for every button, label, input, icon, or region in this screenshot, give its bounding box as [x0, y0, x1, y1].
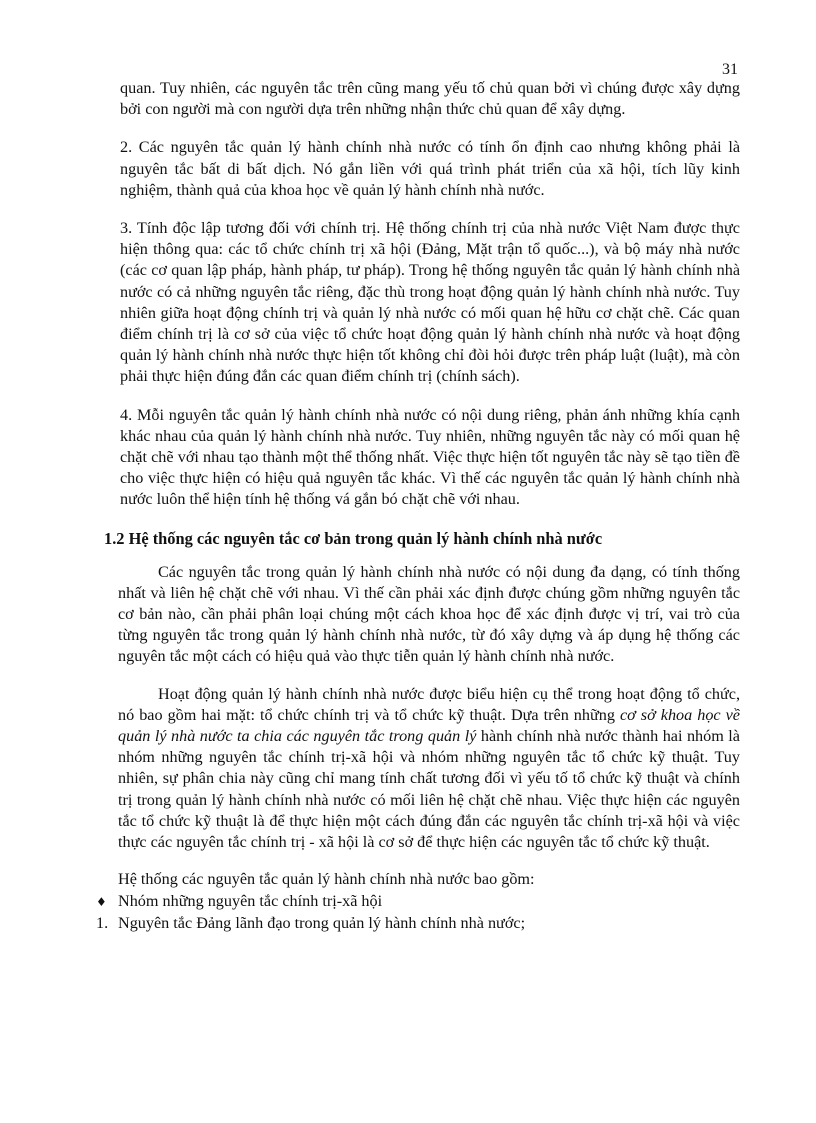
- section-paragraph-2-start: Hoạt động quản lý hành chính nhà nước được biểu hiện cụ thể trong hoạt động tổ chức, nó bao gồm hai mặt: tổ chức chính trị và tổ chức kỹ thuật. Dựa trên những: [118, 684, 740, 724]
- paragraph-point-4: 4. Mỗi nguyên tắc quản lý hành chính nhà nước có nội dung riêng, phản ánh những khía cạnh khác nhau của quản lý hành chính nhà nước. Tuy nhiên, những nguyên tắc này có mối quan hệ chặt chẽ với nhau tạo thành một thể thống nhất. Việc thực hiện tốt nguyên tắc này sẽ tạo tiền đề cho việc thực hiện có hiệu quả nguyên tắc khác. Vì thế các nguyên tắc quản lý hành chính nhà nước luôn thể hiện tính hệ thống vá gắn bó chặt chẽ với nhau.: [120, 405, 740, 509]
- section-paragraph-2-italic: cơ sở khoa học về quản lý nhà nước ta chia các nguyên tắc trong quản lý: [118, 705, 740, 746]
- section-paragraph-2: [118, 684, 740, 854]
- page-content: [96, 78, 740, 934]
- paragraph-continuation: quan. Tuy nhiên, các nguyên tắc trên cũng mang yếu tố chủ quan bởi vì chúng được xây dựng bởi con người mà con người dựa trên những nhận thức chủ quan để xây dựng.: [120, 79, 740, 119]
- diamond-bullet-icon: ♦: [96, 894, 107, 909]
- list-item-number: 1.: [96, 913, 109, 932]
- paragraph-point-3: 3. Tính độc lập tương đối với chính trị. Hệ thống chính trị của nhà nước Việt Nam được thực hiện thông qua: các tổ chức chính trị xã hội (Đảng, Mặt trận tổ quốc...), và bộ máy nhà nước (các cơ quan lập pháp, hành pháp, tư pháp). Trong hệ thống nguyên tắc quản lý hành chính nhà nước có cả những nguyên tắc riêng, đặc thù trong hoạt động quản lý hành chính nhà nước. Tuy nhiên giữa hoạt động chính trị và quản lý nhà nước có mối quan hệ hữu cơ chặt chẽ. Các quan điểm chính trị là cơ sở của việc tổ chức hoạt động quản lý hành chính nhà nước và hoạt động quản lý hành chính nhà nước thực hiện tốt không chỉ đòi hỏi được trên pháp luật (luật), mà còn phải thực hiện đúng đắn các quan điểm chính trị (chính sách).: [120, 219, 740, 386]
- numbered-list-item: [96, 913, 740, 934]
- section-paragraph-1: Các nguyên tắc trong quản lý hành chính nhà nước có nội dung đa dạng, có tính thống nhất và liên hệ chặt chẽ với nhau. Vì thế cần phải xác định được chúng gồm những nguyên tắc cơ bản nào, cần phải phân loại chúng một cách khoa học để xác định được vị trí, vai trò của từng nguyên tắc trong quản lý hành chính nhà nước, từ đó xây dựng và áp dụng hệ thống các nguyên tắc một cách có hiệu quả vào thực tiễn quản lý hành chính nhà nước.: [118, 562, 740, 666]
- page-number: 31: [722, 61, 738, 78]
- paragraph-point-2: 2. Các nguyên tắc quản lý hành chính nhà nước có tính ổn định cao nhưng không phải là nguyên tắc bất di bất dịch. Nó gắn liền với quá trình phát triển của xã hội, tích lũy kinh nghiệm, thành quả của khoa học về quản lý hành chính nhà nước.: [120, 138, 740, 199]
- section-heading: 1.2 Hệ thống các nguyên tắc cơ bản trong quản lý hành chính nhà nước: [104, 528, 603, 548]
- bullet-item: [96, 891, 740, 913]
- section-paragraph-3: Hệ thống các nguyên tắc quản lý hành chính nhà nước bao gồm:: [118, 870, 535, 889]
- bullet-item-text: Nhóm những nguyên tắc chính trị-xã hội: [118, 891, 383, 910]
- section-paragraph-2-end: hành chính nhà nước thành hai nhóm là nhóm những nguyên tắc chính trị-xã hội và nhóm những nguyên tắc tổ chức kỹ thuật. Tuy nhiên, sự phân chia này cũng chỉ mang tính chất tương đối vì yếu tố tổ chức kỹ thuật và chính trị trong quản lý hành chính nhà nước có mối liên hệ chặt chẽ nhau. Việc thực hiện các nguyên tắc tổ chức kỹ thuật là để thực hiện một cách đúng đắn các nguyên tắc chính trị-xã hội và việc thực các nguyên tắc chính trị - xã hội là cơ sở để thực hiện các nguyên tắc tổ chức kỹ thuật.: [118, 727, 740, 852]
- list-item-text: Nguyên tắc Đảng lãnh đạo trong quản lý hành chính nhà nước;: [118, 913, 526, 932]
